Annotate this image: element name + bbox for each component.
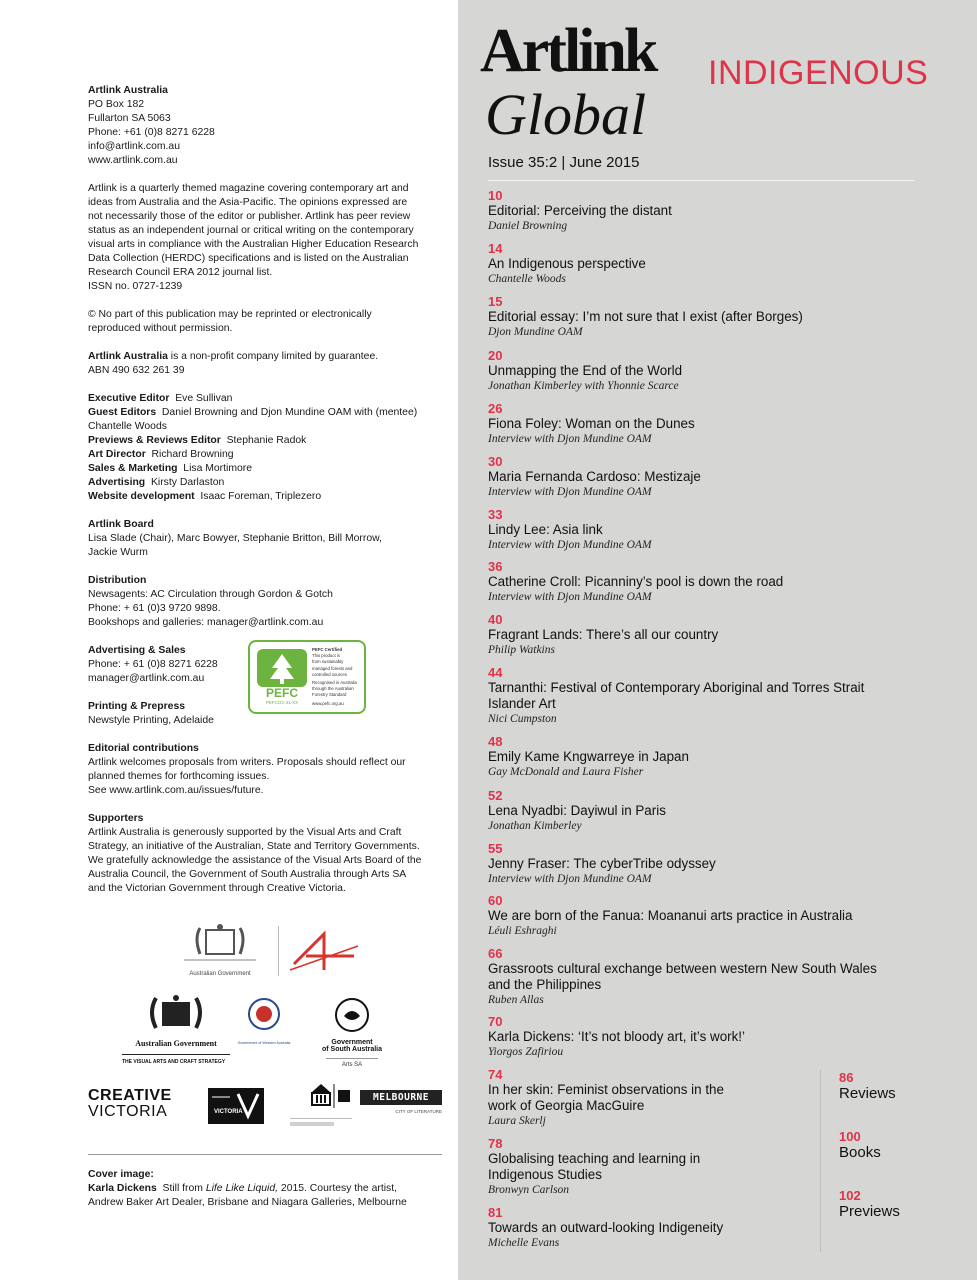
article-title: Tarnanthi: Festival of Contemporary Aboriginal and Torres Strait (488, 680, 865, 695)
future-issues-link[interactable]: See www.artlink.com.au/issues/future. (88, 785, 264, 796)
article-author: Interview with Djon Mundine OAM (488, 433, 652, 445)
page-number: 52 (488, 788, 503, 803)
toc-entry[interactable] (488, 665, 908, 726)
artlink-logo: Artlink (480, 17, 656, 85)
page-number: 78 (488, 1136, 503, 1151)
article-author: Daniel Browning (488, 220, 568, 232)
article-author: Interview with Djon Mundine OAM (488, 539, 652, 551)
cover-divider (88, 1154, 442, 1155)
toc-entry[interactable] (488, 454, 908, 499)
logo-divider (278, 926, 279, 976)
nonprofit-block: Artlink Australia is a non-profit company limited by guarantee. ABN 490 632 261 39 (88, 351, 379, 376)
article-author: Nici Cumpston (488, 713, 557, 725)
side-divider (820, 1070, 821, 1252)
page-number: 60 (488, 893, 503, 908)
article-title: Unmapping the End of the World (488, 363, 683, 378)
supporters-block: Supporters Artlink Australia is generously supported by the Visual Arts and Craft Strategy, an initiative of the Australian, State and Territory Governments. We gratefully acknowledge the assistance of the Visual Arts Board of the Australia Council, the Government of South Australia through Arts SA and the Victorian Government through Creative Victoria. (88, 813, 422, 894)
creative-victoria-logo: CREATIVE VICTORIA (88, 1087, 172, 1120)
toc-entry[interactable] (488, 841, 908, 886)
article-author: Chantelle Woods (488, 273, 566, 285)
page-number: 15 (488, 294, 503, 309)
address-block: Artlink Australia PO Box 182 Fullarton SA 5063 Phone: +61 (0)8 8271 6228 info@artlink.com.au www.artlink.com.au (88, 84, 448, 168)
piping-shrike-icon (312, 998, 392, 1034)
toc-entry[interactable] (488, 1067, 788, 1128)
state-badge-icon (236, 996, 292, 1036)
copyright-block: © No part of this publication may be reprinted or electronically reproduced without permission. (88, 309, 372, 334)
article-title: Globalising teaching and learning in (488, 1151, 701, 1166)
toc-entry[interactable] (488, 507, 908, 552)
article-author: Philip Watkins (488, 644, 555, 656)
page-number: 102 (839, 1188, 861, 1203)
section-entry-books[interactable] (839, 1129, 881, 1162)
contributions-block: Editorial contributions Artlink welcomes proposals from writers. Proposals should reflect our planned themes for forthcoming issues. See www.artlink.com.au/issues/future. (88, 742, 448, 798)
australian-government-logo: Australian Government (170, 922, 270, 978)
article-title-cont: and the Philippines (488, 977, 602, 992)
page-number: 36 (488, 559, 503, 574)
toc-entry[interactable] (488, 612, 908, 657)
article-author: Michelle Evans (488, 1237, 560, 1249)
article-title: Towards an outward-looking Indigeneity (488, 1220, 724, 1235)
toc-entry[interactable] (488, 1205, 788, 1250)
staff-block: Executive Editor Eve Sullivan Guest Editors Daniel Browning and Djon Mundine OAM with (mentee) Chantelle Woods Previews & Reviews Editor Stephanie Radok Art Director Richard Browning Sales & Marketing Lisa Mortimore Advertising Kirsty Darlaston Website development Isaac Foreman, Triplezero (88, 393, 418, 502)
distribution-block: Distribution Newsagents: AC Circulation through Gordon & Gotch Phone: + 61 (0)3 9720 9898. Bookshops and galleries: manager@artlink.com.au (88, 575, 333, 628)
about-block: Artlink is a quarterly themed magazine covering contemporary art and ideas from Australia and the Asia-Pacific. The opinions expressed are not necessarily those of the editor or publisher. Artlink has peer review status as an independent journal or critical writing on the contemporary visual arts in compliance with the Australian Higher Education Research Data Collection (HERDC) specifications and is listed on the Australian Research Council ERA 2012 journal list. ISSN no. 0727-1239 (88, 183, 419, 292)
unesco-temple-icon (290, 1082, 352, 1110)
page-number: 81 (488, 1205, 503, 1220)
section-entry-previews[interactable] (839, 1188, 900, 1221)
masthead-rule (488, 180, 914, 181)
article-title-cont: Indigenous Studies (488, 1167, 602, 1182)
article-title: Editorial essay: I’m not sure that I exist (after Borges) (488, 309, 803, 324)
page-number: 10 (488, 188, 503, 203)
article-title: Lena Nyadbi: Dayiwul in Paris (488, 803, 666, 818)
australia-council-logo (284, 926, 364, 976)
article-title: Jenny Fraser: The cyberTribe odyssey (488, 856, 716, 871)
article-title: Grassroots cultural exchange between western New South Wales (488, 961, 877, 976)
toc-entry[interactable] (488, 893, 908, 938)
pefc-certified-logo: PEFC PEFC/21-31-XX PEFC Certified This product is from sustainably managed forests and controlled sources Recognised in Australia through the Australian Forestry Standard www.pefc.org.au (248, 640, 366, 714)
article-author: Interview with Djon Mundine OAM (488, 873, 652, 885)
page-number: 20 (488, 348, 503, 363)
article-title: Karla Dickens: ‘It’s not bloody art, it’s work!’ (488, 1029, 746, 1044)
page-number: 14 (488, 241, 503, 256)
article-author: Ruben Allas (488, 994, 544, 1006)
website-link[interactable]: www.artlink.com.au (88, 155, 178, 166)
publisher-name: Artlink Australia (88, 85, 168, 96)
section-entry-reviews[interactable] (839, 1070, 896, 1103)
advertising-sales-block: Advertising & Sales Phone: + 61 (0)8 8271 6228 manager@artlink.com.au (88, 644, 248, 686)
article-author: Jonathan Kimberley with Yhonnie Scarce (488, 380, 679, 392)
victoria-state-logo: VICTORIA (208, 1088, 264, 1124)
article-author: Bronwyn Carlson (488, 1184, 570, 1196)
info-email-link[interactable]: info@artlink.com.au (88, 141, 180, 152)
board-block: Artlink Board Lisa Slade (Chair), Marc Bowyer, Stephanie Britton, Bill Morrow, Jackie Wurm (88, 519, 382, 558)
page-number: 86 (839, 1070, 854, 1085)
issue-theme: INDIGENOUS (708, 54, 929, 92)
section-title: Books (839, 1144, 881, 1161)
section-title: Previews (839, 1203, 900, 1220)
article-title: Lindy Lee: Asia link (488, 522, 603, 537)
australian-government-vacs-logo: Australian Government THE VISUAL ARTS AND CRAFT STRATEGY (122, 994, 230, 1066)
page-number: 26 (488, 401, 503, 416)
printing-block: Printing & Prepress Newstyle Printing, Adelaide (88, 701, 214, 726)
article-title: We are born of the Fanua: Moananui arts practice in Australia (488, 908, 853, 923)
melbourne-city-of-literature-logo: MELBOURNE CITY OF LITERATURE (360, 1090, 442, 1126)
unesco-logo (290, 1082, 352, 1124)
coat-of-arms-icon (122, 994, 230, 1034)
page-number: 70 (488, 1014, 503, 1029)
page-number: 66 (488, 946, 503, 961)
issue-number: Issue 35:2 | June 2015 (488, 154, 640, 171)
article-author: Laura Skerlj (488, 1115, 546, 1127)
page-number: 33 (488, 507, 503, 522)
page-number: 44 (488, 665, 503, 680)
page-number: 55 (488, 841, 503, 856)
article-title: Maria Fernanda Cardoso: Mestizaje (488, 469, 701, 484)
article-author: Interview with Djon Mundine OAM (488, 591, 652, 603)
toc-entry[interactable] (488, 946, 908, 1007)
manager-email-link[interactable]: manager@artlink.com.au (88, 673, 205, 684)
article-title-cont: work of Georgia MacGuire (488, 1098, 645, 1113)
toc-entry[interactable] (488, 1014, 908, 1059)
article-title: Fiona Foley: Woman on the Dunes (488, 416, 695, 431)
toc-entry[interactable] (488, 348, 908, 393)
article-title: Catherine Croll: Picanniny’s pool is down the road (488, 574, 784, 589)
article-author: Léuli Eshraghi (488, 925, 557, 937)
article-title: Fragrant Lands: There’s all our country (488, 627, 719, 642)
article-author: Yiorgos Zafiriou (488, 1046, 564, 1058)
page-number: 30 (488, 454, 503, 469)
article-title: Emily Kame Kngwarreye in Japan (488, 749, 689, 764)
article-title: An Indigenous perspective (488, 256, 646, 271)
article-author: Gay McDonald and Laura Fisher (488, 766, 644, 778)
government-south-australia-logo: Government of South Australia Arts SA (312, 998, 392, 1070)
coat-of-arms-icon (170, 922, 270, 966)
toc-entry[interactable] (488, 294, 908, 339)
australia-council-icon (284, 926, 364, 976)
page-number: 100 (839, 1129, 861, 1144)
toc-entry[interactable] (488, 734, 908, 779)
toc-entry[interactable] (488, 241, 908, 286)
section-title: Reviews (839, 1085, 896, 1102)
article-title: In her skin: Feminist observations in the (488, 1082, 724, 1097)
article-title: Editorial: Perceiving the distant (488, 203, 672, 218)
toc-entry[interactable] (488, 788, 908, 833)
article-author: Jonathan Kimberley (488, 820, 582, 832)
article-title-cont: Islander Art (488, 696, 556, 711)
toc-entry[interactable] (488, 559, 908, 604)
pefc-mark: PEFC (265, 686, 298, 700)
page-number: 74 (488, 1067, 503, 1082)
victoria-tick-icon (208, 1088, 264, 1124)
toc-entry[interactable] (488, 401, 908, 446)
page-number: 40 (488, 612, 503, 627)
cover-credit-block: Cover image: Karla Dickens Still from Life Like Liquid, 2015. Courtesy the artist, Andrew Baker Art Dealer, Brisbane and Niagara Galleries, Melbourne (88, 1169, 407, 1208)
government-western-australia-logo: Government of Western Australia (236, 996, 292, 1046)
page-number: 48 (488, 734, 503, 749)
toc-entry[interactable] (488, 1136, 788, 1197)
issue-subtitle: Global (485, 82, 647, 147)
article-author: Djon Mundine OAM (488, 326, 583, 338)
article-author: Interview with Djon Mundine OAM (488, 486, 652, 498)
toc-entry[interactable] (488, 188, 908, 233)
